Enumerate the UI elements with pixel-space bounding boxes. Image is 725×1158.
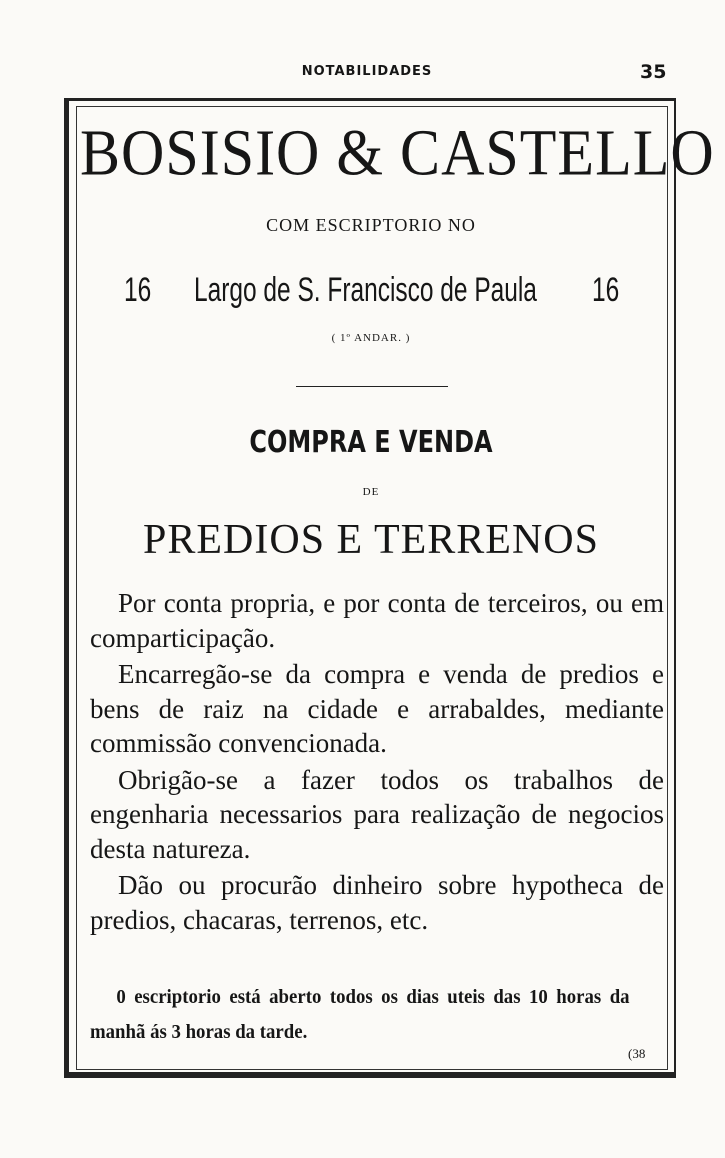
address-number-left: 16 [124, 271, 152, 309]
office-line: COM ESCRIPTORIO NO [266, 215, 476, 235]
office-hours: 0 escriptorio está aberto todos os dias uteis das 10 horas da manhã ás 3 horas da tarde. [90, 986, 630, 1043]
paragraph: Obrigão-se a fazer todos os trabalhos de engenharia necessarios para realização de negocios desta natureza. [90, 764, 664, 864]
reference-number: (38 [628, 1046, 646, 1061]
floor-note: ( 1º ANDAR. ) [331, 332, 411, 344]
page-number: 35 [640, 61, 667, 83]
paragraph: Dão ou procurão dinheiro sobre hypotheca de predios, chacaras, terrenos, etc. [90, 870, 664, 935]
divider [296, 386, 448, 387]
address-street: Largo de S. Francisco de Paula [194, 271, 537, 309]
running-head [0, 61, 725, 88]
ad-body [90, 586, 664, 937]
firm-name: BOSISIO & CASTELLO [80, 116, 715, 189]
heading-connector: DE [362, 486, 380, 498]
heading-predios-terrenos: PREDIOS E TERRENOS [143, 517, 599, 563]
heading-compra-venda: COMPRA E VENDA [249, 425, 493, 460]
paragraph: Encarregão-se da compra e venda de predios e bens de raiz na cidade e arrabaldes, mediante commissão convencionada. [90, 659, 664, 758]
address-number-right: 16 [592, 271, 620, 309]
running-head-title: NOTABILIDADES [301, 64, 433, 79]
paragraph: Por conta propria, e por conta de terceiros, ou em comparticipação. [90, 588, 664, 653]
